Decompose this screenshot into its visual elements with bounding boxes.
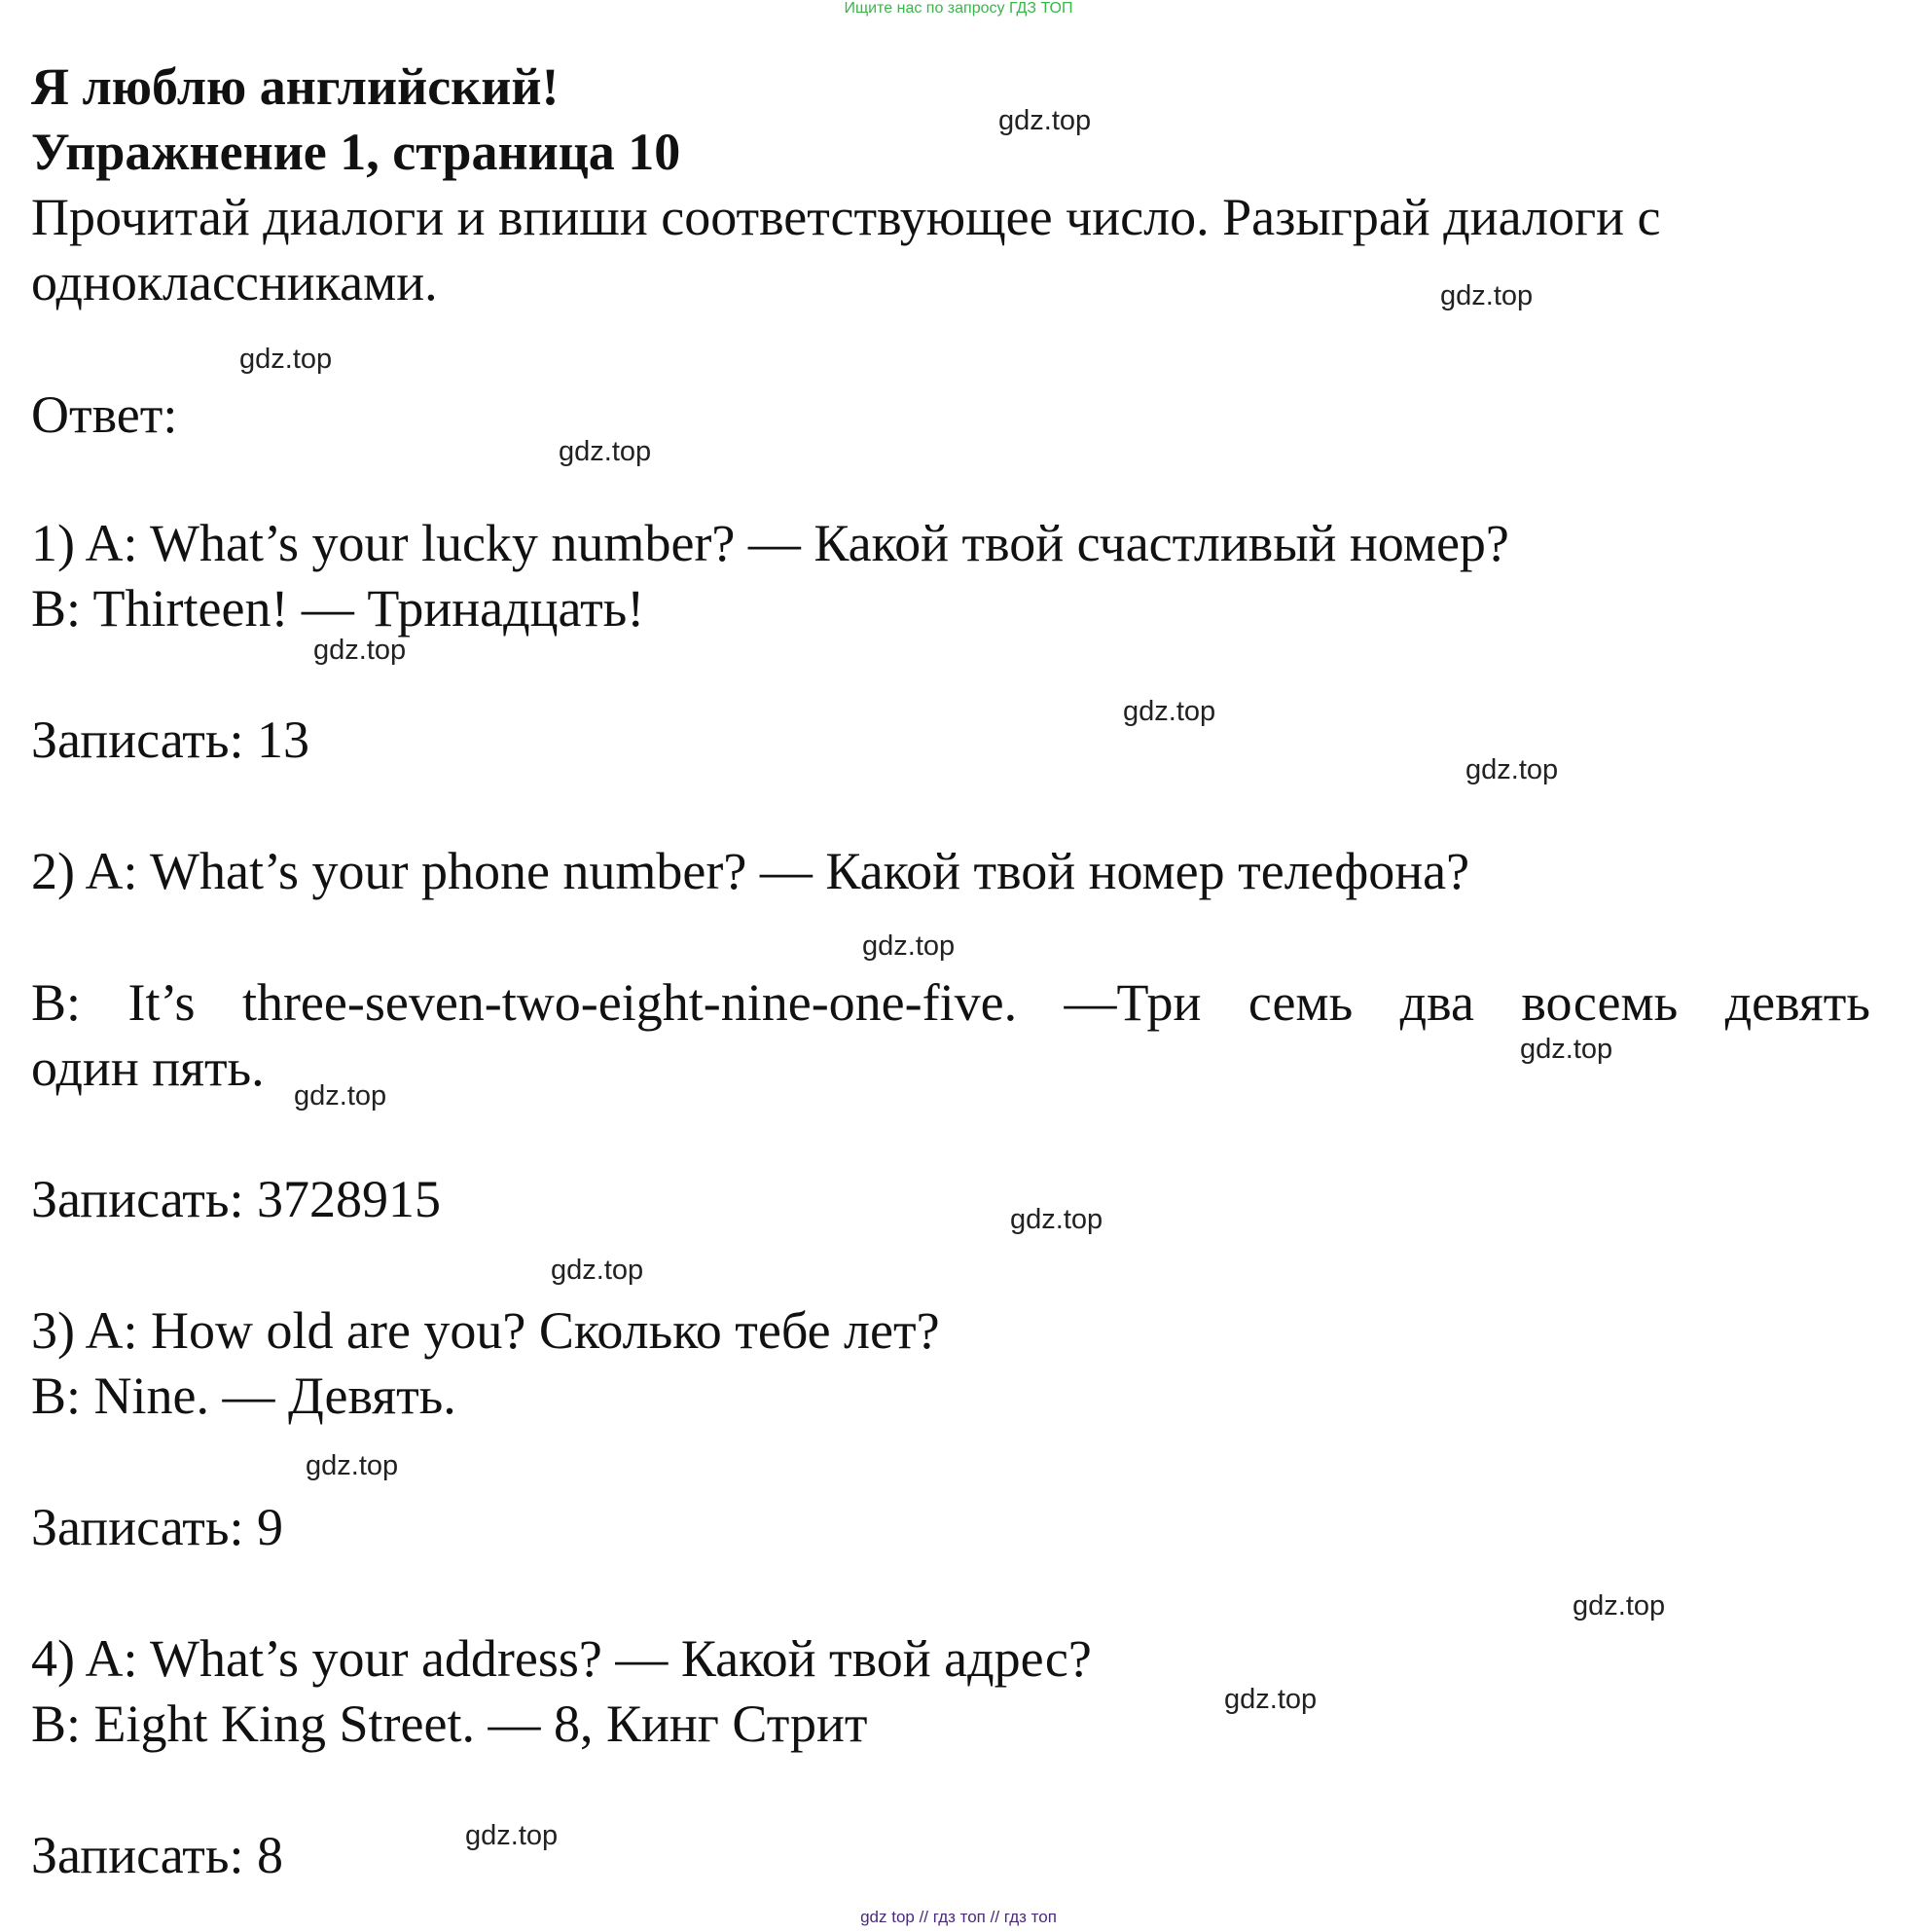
book-title: Я люблю английский! — [31, 57, 560, 116]
dialog-1-reply: B: Thirteen! — Тринадцать! — [31, 579, 645, 638]
dialog-2-reply-line-1: B: It’s three-seven-two-eight-nine-one-five. —Три семь два восемь девять — [31, 973, 1870, 1032]
watermark: gdz.top — [239, 344, 333, 375]
dialog-4-reply: B: Eight King Street. — 8, Кинг Стрит — [31, 1695, 868, 1753]
dialog-2-question: 2) A: What’s your phone number? — Какой твой номер телефона? — [31, 842, 1470, 900]
watermark: gdz.top — [465, 1820, 559, 1851]
exercise-title: Упражнение 1, страница 10 — [31, 123, 681, 181]
watermark: gdz.top — [559, 436, 652, 467]
dialog-1-record: Записать: 13 — [31, 711, 310, 769]
answer-label: Ответ: — [31, 385, 178, 444]
watermark: gdz.top — [1440, 280, 1534, 311]
dialog-3-record: Записать: 9 — [31, 1498, 284, 1556]
watermark: gdz.top — [294, 1080, 387, 1112]
task-line-1: Прочитай диалоги и впиши соответствующее число. Разыграй диалоги с — [31, 188, 1661, 246]
task-line-2: одноклассниками. — [31, 253, 438, 311]
dialog-2-reply-line-2: один пять. — [31, 1039, 265, 1097]
watermark: gdz.top — [1520, 1034, 1613, 1065]
watermark: gdz.top — [862, 930, 956, 962]
watermark: gdz.top — [1010, 1204, 1103, 1235]
watermark: gdz.top — [1224, 1684, 1318, 1715]
bottom-banner: gdz top // гдз топ // гдз топ — [860, 1908, 1057, 1926]
watermark: gdz.top — [551, 1255, 644, 1286]
top-banner: Ищите нас по запросу ГДЗ ТОП — [844, 0, 1073, 17]
watermark: gdz.top — [313, 635, 407, 666]
dialog-1-question: 1) A: What’s your lucky number? — Какой твой счастливый номер? — [31, 514, 1509, 572]
dialog-4-record: Записать: 8 — [31, 1826, 284, 1884]
watermark: gdz.top — [1123, 696, 1216, 727]
watermark: gdz.top — [306, 1450, 399, 1481]
dialog-3-question: 3) A: How old are you? Сколько тебе лет? — [31, 1301, 940, 1360]
dialog-2-record: Записать: 3728915 — [31, 1170, 442, 1228]
dialog-3-reply: B: Nine. — Девять. — [31, 1367, 456, 1425]
watermark: gdz.top — [998, 105, 1092, 136]
dialog-4-question: 4) A: What’s your address? — Какой твой адрес? — [31, 1629, 1092, 1688]
watermark: gdz.top — [1465, 754, 1559, 785]
watermark: gdz.top — [1573, 1590, 1666, 1622]
